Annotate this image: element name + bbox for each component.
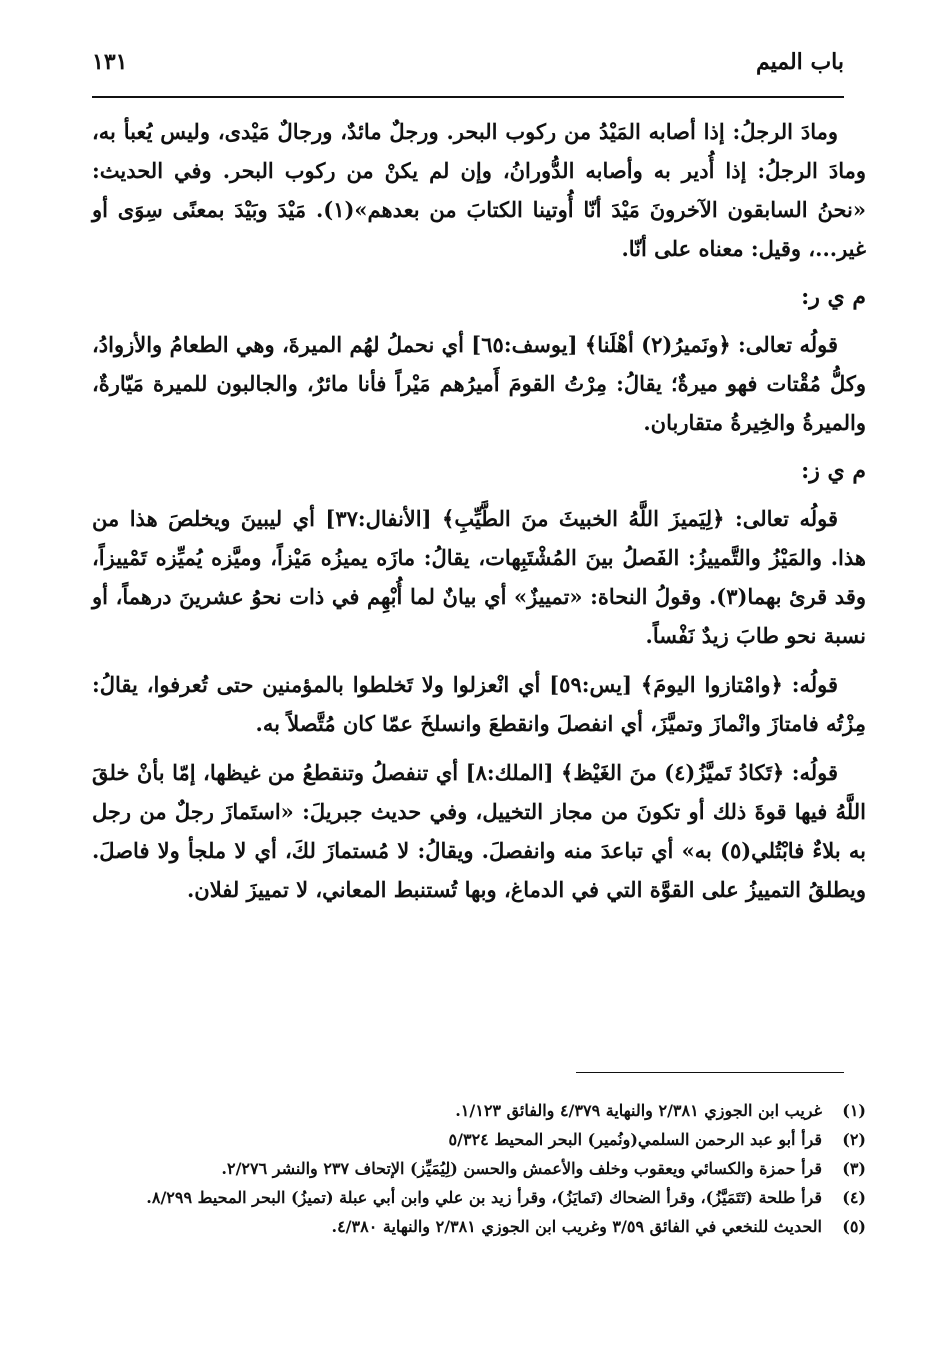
paragraph: ومادَ الرجلُ: إذا أصابه المَيْدُ من ركوب البحر. ورجلٌ مائدٌ، ورجالٌ مَيْدى، وليس يُعبأ به، ومادَ الرجلُ: إذا أُدير به وأصابه الدُّورانُ، وإن لم يكنْ من ركوب البحر. وفي الحديث: «نحنُ السابقون الآخرونَ مَيْدَ أنّا أُوتينا الكتابَ من بعدهم»(١). مَيْدَ وبَيْدَ بمعنًى سِوَى أو غير...، وقيل: معناه على أنّا. bbox=[92, 119, 866, 261]
chapter-title: باب الميم bbox=[755, 49, 844, 75]
root-heading-myz: م ي ز: bbox=[801, 458, 866, 484]
footnote-text: الحديث للنخعي في الفائق ٣/٥٩ وغريب ابن الجوزي ٢/٣٨١ والنهاية ٤/٣٨٠. bbox=[331, 1217, 822, 1236]
footnote-number: (٥) bbox=[842, 1217, 866, 1236]
footnote-text: قرأ حمزة والكسائي ويعقوب وخلف والأعمش والحسن (لِيُمَيِّز) الإتحاف ٢٣٧ والنشر ٢/٢٧٦. bbox=[221, 1159, 822, 1178]
paragraph: قولُه تعالى: ﴿لِيَميزَ اللَّهُ الخبيثَ منَ الطَّيِّبِ﴾ [الأنفال:٣٧] أي ليبينَ ويخلصَ هذا من هذا. والمَيْزُ والتَّمييزُ: الفَصلُ بينَ المُشْتَبِهات، يقالُ: مازَه يميزُه مَيْزاً، وميَّزه يُميِّزه تَمْييزاً، وقد قرئ بهما(٣). وقولُ النحاة: «تمييزٌ» أي بيانٌ لما أُبْهِم في ذات نحوُ عشرينَ درهماً، أو نسبة نحو طابَ زيدٌ نَفْساً. bbox=[92, 506, 867, 648]
footnote-item bbox=[92, 1096, 866, 1125]
footnote-number: (٤) bbox=[842, 1188, 866, 1207]
header-rule bbox=[92, 96, 844, 98]
footnote-item bbox=[92, 1125, 866, 1154]
running-header bbox=[92, 38, 844, 86]
footnote-item bbox=[92, 1154, 866, 1183]
page-number: ١٣١ bbox=[92, 49, 128, 75]
footnote-number: (٣) bbox=[842, 1159, 866, 1178]
footnote-item bbox=[92, 1183, 866, 1212]
paragraph: قولُه تعالى: ﴿ونَميرُ(٢) أهْلَنا﴾ [يوسف:٦٥] أي نحملُ لهُم الميرةَ، وهي الطعامُ والأزوادُ، وكلُّ مُقْتات فهو ميرةٌ؛ يقالُ: مِرْتُ القومَ أَميرُهم مَيْراً فأنا مائرٌ، والجالبون للميرة مَيّارةٌ، والميرةُ والخِيرةُ متقاربان. bbox=[92, 332, 866, 435]
footnote-text: قرأ أبو عبد الرحمن السلمي(ونُمير) البحر المحيط ٥/٣٢٤ bbox=[448, 1130, 822, 1149]
footnote-number: (٢) bbox=[842, 1130, 866, 1149]
main-text bbox=[92, 112, 866, 919]
paragraph: قولُه: ﴿وامْتازوا اليومَ﴾ [يس:٥٩] أي انْعزلوا ولا تَخلطوا بالمؤمنين حتى تُعرفوا، يقالُ: مِزْتُه فامتازَ وانْمازَ وتميَّزَ، أي انفصلَ وانقطعَ وانسلخَ عمّا كان مُتَّصلاً به. bbox=[92, 672, 866, 736]
footnote-text: غريب ابن الجوزي ٢/٣٨١ والنهاية ٤/٣٧٩ والفائق ١/١٢٣. bbox=[455, 1101, 822, 1120]
root-heading-myr: م ي ر: bbox=[801, 284, 866, 310]
footnote-item bbox=[92, 1212, 866, 1241]
paragraph: قولُه: ﴿تَكادُ تَميَّزُ(٤) منَ الغَيْظ﴾ [الملك:٨] أي تنفصلُ وتنقطعُ من غيظها، إمّا بأنْ خلقَ اللَّهُ فيها قوةَ ذلك أو تكونَ من مجاز التخييل، وفي حديث جبريلَ: «استَمازَ رجلٌ من رجل به بلاءٌ فابْتُلي(٥) به» أي تباعدَ منه وانفصلَ. ويقالُ: لا مُستمازَ لكَ، أي لا ملجأ ولا فاصلَ. ويطلقُ التمييزُ على القوَّة التي في الدماغ، وبها تُستنبط المعاني، لا تمييزَ لفلان. bbox=[92, 760, 866, 902]
footnotes bbox=[92, 1096, 866, 1241]
footnote-number: (١) bbox=[842, 1101, 866, 1120]
footnote-text: قرأ طلحة (تَتَمَيَّزُ)، وقرأ الضحاك (تَمايَزُ)، وقرأ زيد بن علي وابن أبي عبلة (تميزُ) البحر المحيط ٨/٢٩٩. bbox=[146, 1188, 822, 1207]
footnote-rule bbox=[576, 1072, 844, 1073]
